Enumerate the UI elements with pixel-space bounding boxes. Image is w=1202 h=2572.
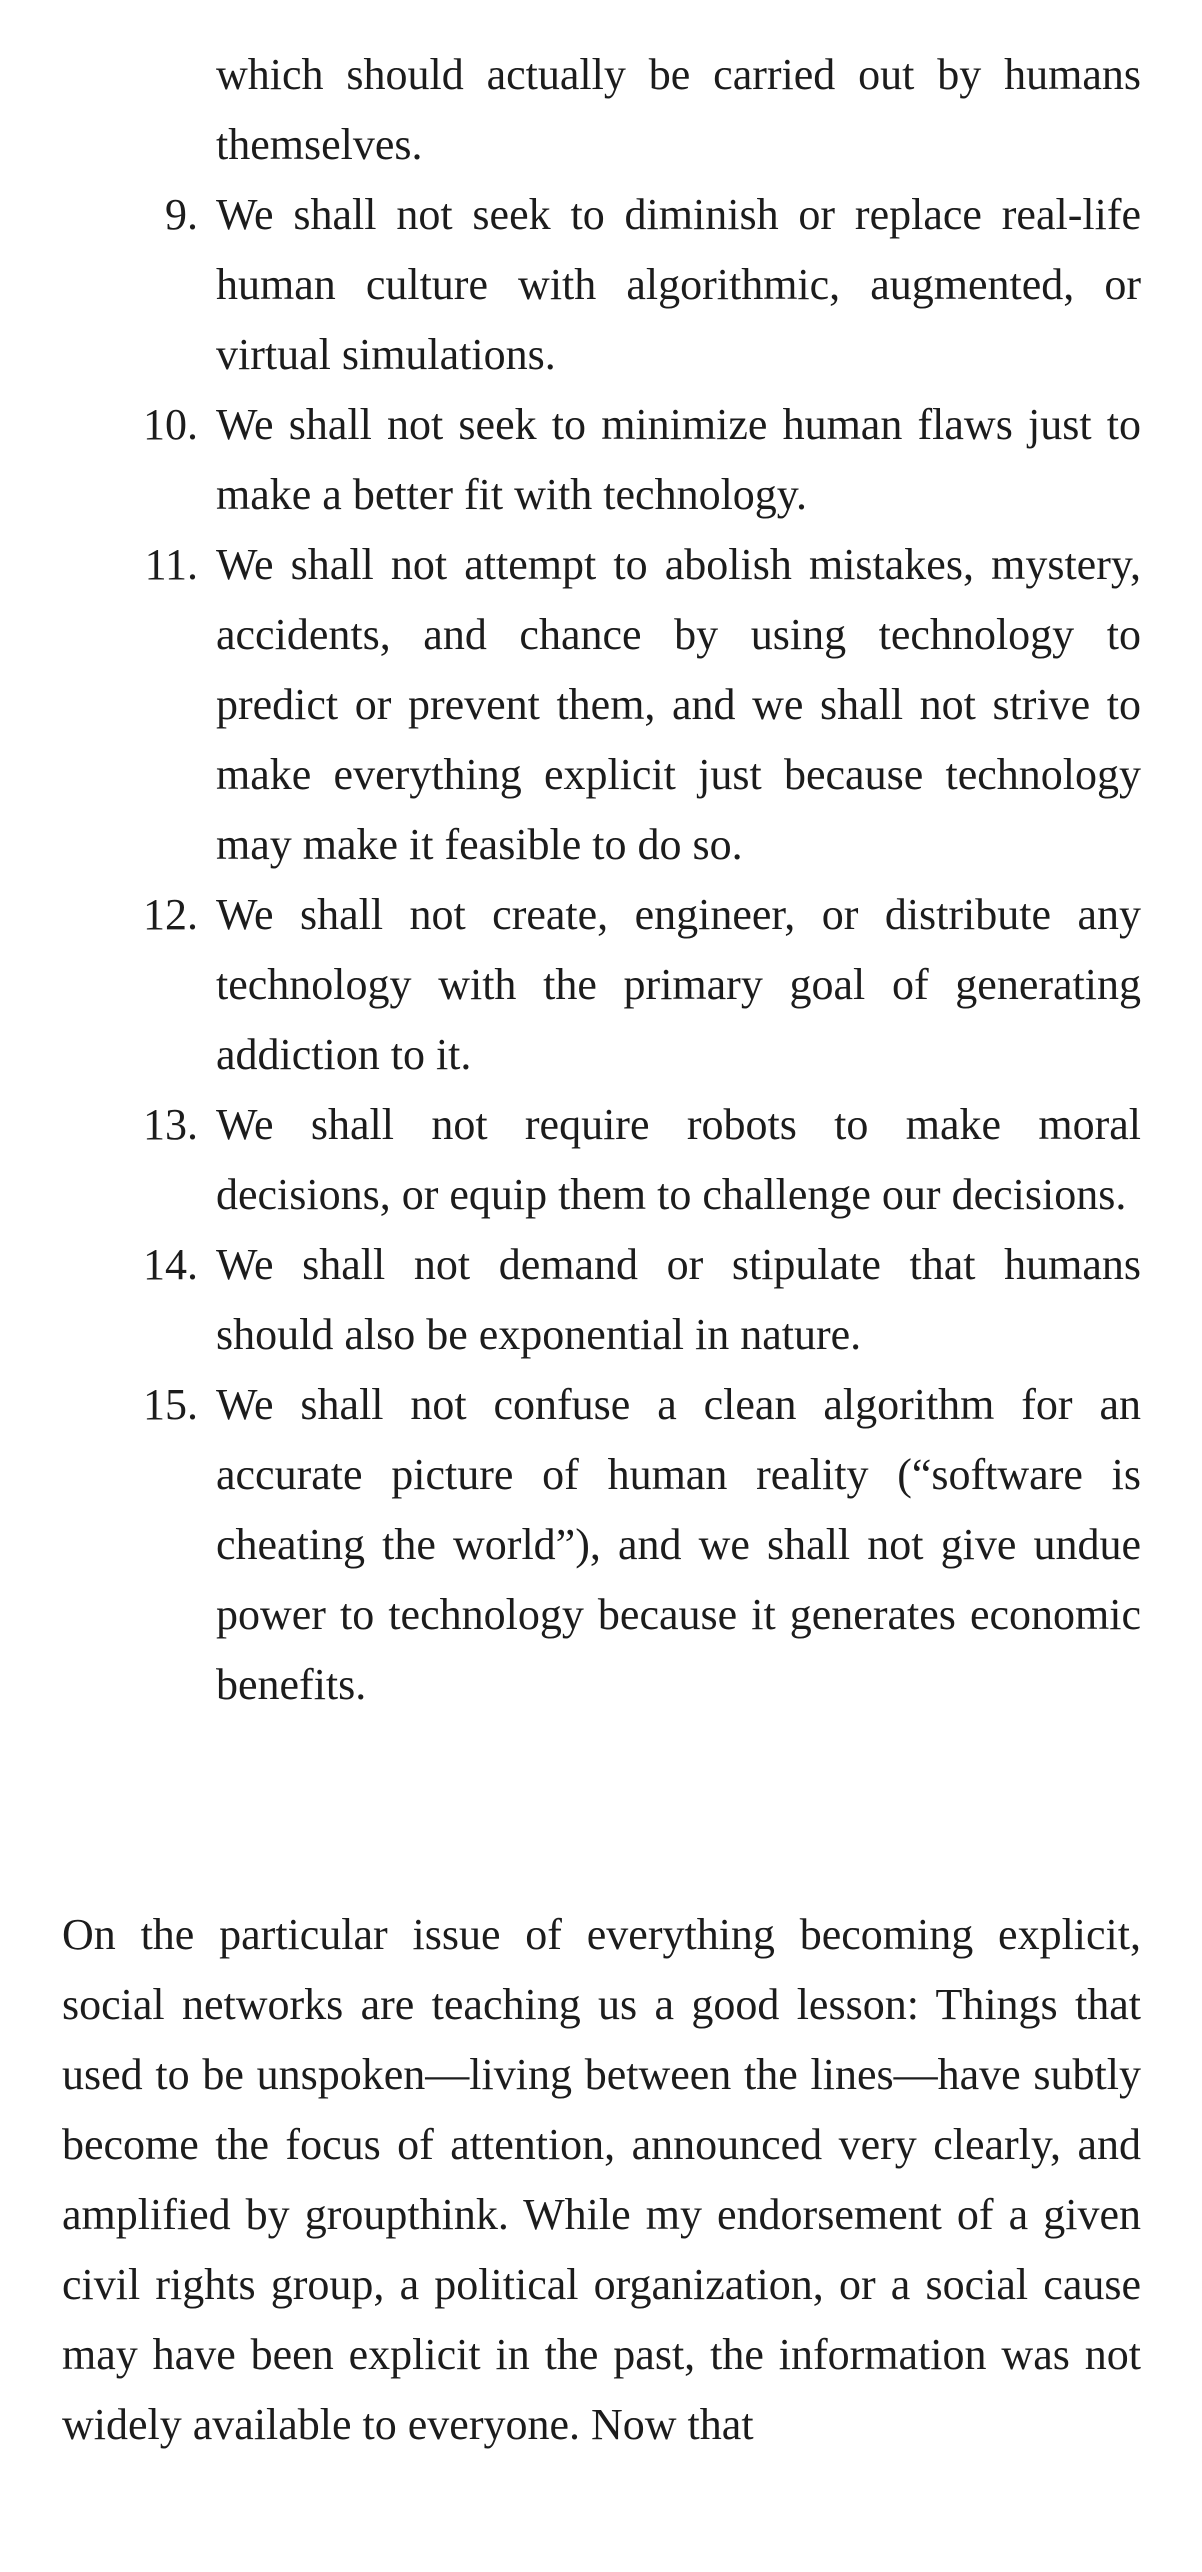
list-item-11 — [0, 530, 1202, 880]
list-number: 12. — [143, 890, 198, 939]
list-item-15 — [0, 1370, 1202, 1720]
list-item-text: We shall not create, engineer, or distribute any technology with the primary goal of generating addiction to it. — [216, 890, 1141, 1079]
list-number: 9. — [165, 190, 198, 239]
list-item-text: We shall not seek to minimize human flaws just to make a better fit with technology. — [216, 400, 1141, 519]
list-item-text: We shall not confuse a clean algorithm for an accurate picture of human reality (“software is cheating the world”), and we shall not give undue power to technology because it generates economic benefits. — [216, 1380, 1141, 1709]
list-item-continuation — [0, 40, 1202, 180]
list-item-14 — [0, 1230, 1202, 1370]
list-number: 15. — [143, 1380, 198, 1429]
list-item-13 — [0, 1090, 1202, 1230]
list-item-text: We shall not require robots to make moral decisions, or equip them to challenge our decisions. — [216, 1100, 1141, 1219]
principles-list — [0, 40, 1202, 1720]
list-number: 13. — [143, 1100, 198, 1149]
list-item-text: We shall not demand or stipulate that humans should also be exponential in nature. — [216, 1240, 1141, 1359]
list-number: 10. — [143, 400, 198, 449]
list-item-text: We shall not attempt to abolish mistakes, mystery, accidents, and chance by using technology to predict or prevent them, and we shall not strive to make everything explicit just because technology may make it feasible to do so. — [216, 540, 1141, 869]
list-item-text: We shall not seek to diminish or replace real-life human culture with algorithmic, augmented, or virtual simulations. — [216, 190, 1141, 379]
list-number: 11. — [144, 540, 198, 589]
list-item-text: which should actually be carried out by humans themselves. — [216, 50, 1141, 169]
list-item-10 — [0, 390, 1202, 530]
list-item-12 — [0, 880, 1202, 1090]
list-number: 14. — [143, 1240, 198, 1289]
list-item-9 — [0, 180, 1202, 390]
body-paragraph: On the particular issue of everything becoming explicit, social networks are teaching us a good lesson: Things that used to be unspoken—living between the lines—have subtly become the focus of attention, announced very clearly, and amplified by groupthink. While my endorsement of a given civil rights group, a political organization, or a social cause may have been explicit in the past, the information was not widely available to everyone. Now that — [62, 1910, 1141, 2449]
